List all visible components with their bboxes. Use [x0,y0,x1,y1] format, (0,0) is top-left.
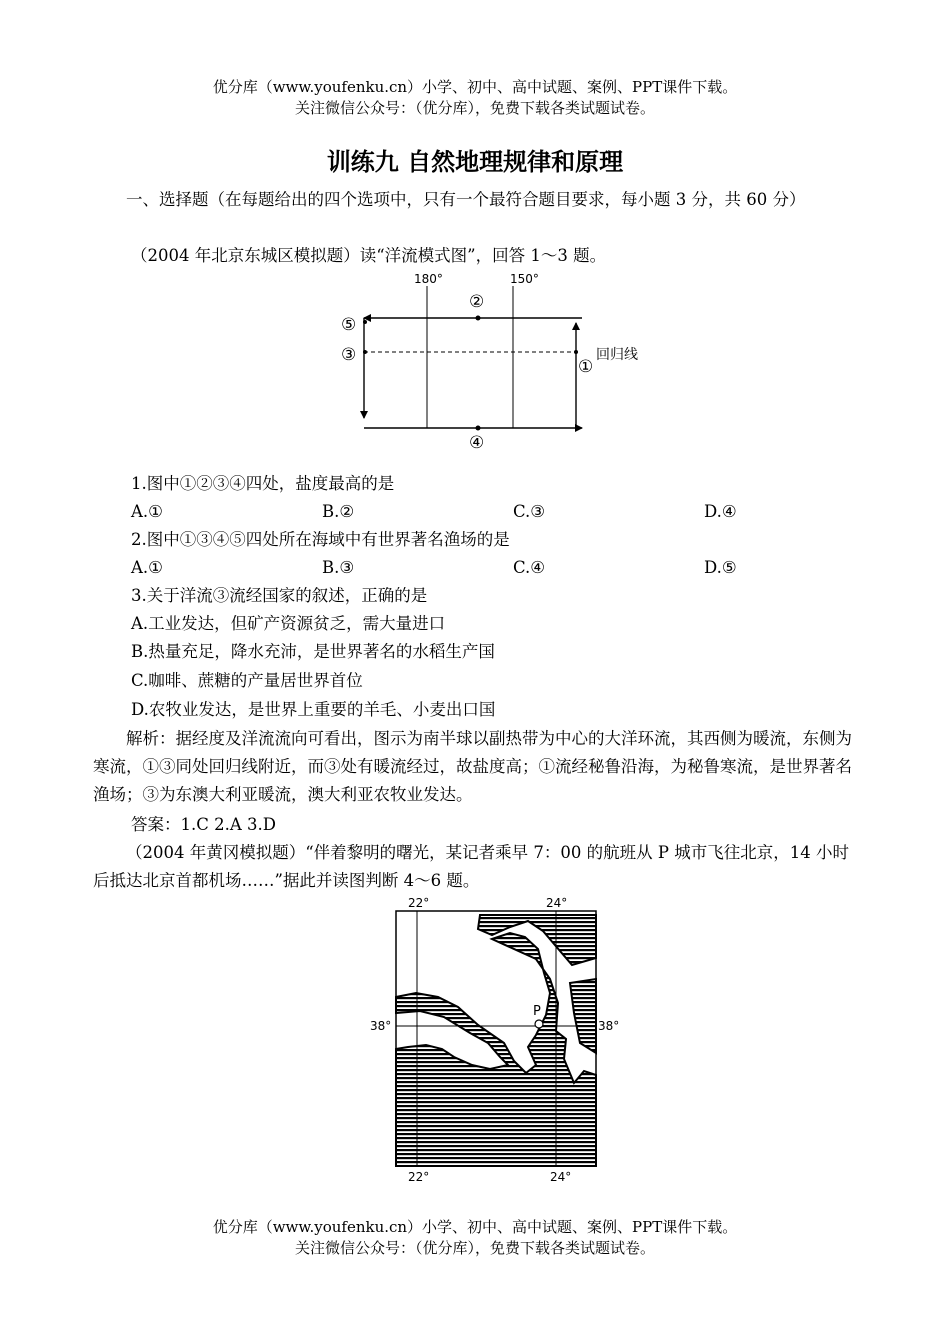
marker-1: ① [578,357,594,377]
question-2-stem: 2.图中①③④⑤四处所在海域中有世界著名渔场的是 [131,530,510,549]
q3-option-b: B.热量充足，降水充沛，是世界著名的水稻生产国 [131,642,495,661]
lon-bottom-left: 22° [408,1170,430,1184]
lon-label-left: 180° [414,272,443,286]
marker-5: ⑤ [341,315,357,335]
q2-option-c: C.④ [513,558,546,577]
q3-option-a: A.工业发达，但矿产资源贫乏，需大量进口 [131,614,446,633]
footer-line-2: 关注微信公众号：（优分库），免费下载各类试题试卷。 [294,1239,655,1257]
q1-option-d: D.④ [704,502,737,521]
marker-2: ② [469,292,485,312]
header-line-2: 关注微信公众号：（优分库），免费下载各类试题试卷。 [294,99,655,117]
q3-option-d: D.农牧业发达，是世界上重要的羊毛、小麦出口国 [131,700,496,719]
city-p-marker [535,1020,543,1028]
marker-3: ③ [341,345,357,365]
marker-4: ④ [469,433,485,453]
ocean-current-diagram [330,268,660,458]
map-figure [360,893,630,1185]
q3-option-c: C.咖啡、蔗糖的产量居世界首位 [131,671,363,690]
lon-top-right: 24° [546,896,568,910]
analysis: 解析：据经度及洋流流向可看出，图示为南半球以副热带为中心的大洋环流，其西侧为暖流，东侧为寒流，①③同处回归线附近，而③处有暖流经过，故盐度高；①流经秘鲁沿海，为秘鲁寒流，是世界著名渔场；③为东澳大利亚暖流，澳大利亚农牧业发达。 [93,729,852,804]
q2-option-d: D.⑤ [704,558,737,577]
q2-option-a: A.① [131,558,163,577]
question-intro-2: （2004 年黄冈模拟题）“伴着黎明的曙光，某记者乘早 7：00 的航班从 P 城市飞往北京，14 小时后抵达北京首都机场……”据此并读图判断 4～6 题。 [93,843,849,890]
question-intro-1: （2004 年北京东城区模拟题）读“洋流模式图”，回答 1～3 题。 [131,246,607,265]
question-3-stem: 3.关于洋流③流经国家的叙述，正确的是 [131,586,428,605]
header-line-1: 优分库（www.youfenku.cn）小学、初中、高中试题、案例、PPT课件下载。 [212,78,738,96]
section-intro: 一、选择题（在每题给出的四个选项中，只有一个最符合题目要求，每小题 3 分，共 60 分） [126,190,806,209]
q1-option-a: A.① [131,502,163,521]
question-1-stem: 1.图中①②③④四处，盐度最高的是 [131,474,395,493]
lat-left: 38° [370,1019,392,1033]
lon-top-left: 22° [408,896,430,910]
tropic-label: 回归线 [596,347,638,363]
answer: 答案：1.C 2.A 3.D [131,815,276,834]
q1-option-c: C.③ [513,502,546,521]
footer-line-1: 优分库（www.youfenku.cn）小学、初中、高中试题、案例、PPT课件下载。 [212,1218,738,1236]
q1-option-b: B.② [322,502,355,521]
page-title: 训练九 自然地理规律和原理 [326,148,624,176]
lon-bottom-right: 24° [550,1170,572,1184]
q2-option-b: B.③ [322,558,355,577]
city-p-label: P [533,1004,541,1019]
lon-label-right: 150° [510,272,539,286]
lat-right: 38° [598,1019,620,1033]
